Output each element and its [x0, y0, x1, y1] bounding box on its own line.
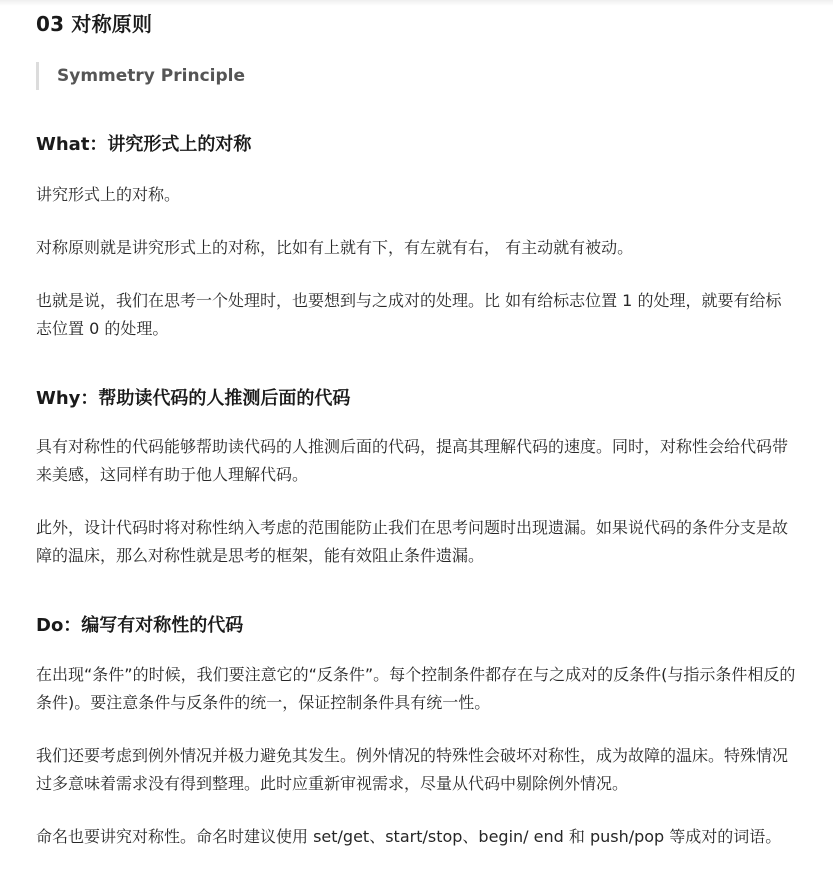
do-paragraph-2: 我们还要考虑到例外情况并极力避免其发生。例外情况的特殊性会破坏对称性，成为故障的温床。特殊情况过多意味着需求没有得到整理。此时应重新审视需求，尽量从代码中剔除例外情况。 [36, 746, 789, 793]
top-shadow [0, 0, 833, 6]
do-paragraph-3: 命名也要讲究对称性。命名时建议使用 set/get、start/stop、begin/ end 和 push/pop 等成对的词语。 [36, 827, 782, 846]
why-paragraph-2: 此外，设计代码时将对称性纳入考虑的范围能防止我们在思考问题时出现遗漏。如果说代码的条件分支是故障的温床，那么对称性就是思考的框架，能有效阻止条件遗漏。 [36, 518, 789, 565]
subtitle-quote-text: Symmetry Principle [57, 66, 245, 86]
page-title: 03 对称原则 [36, 12, 153, 36]
section-heading-why: Why：帮助读代码的人推测后面的代码 [36, 388, 351, 409]
what-paragraph-3: 也就是说，我们在思考一个处理时，也要想到与之成对的处理。比 如有给标志位置 1 的处理，就要有给标志位置 0 的处理。 [36, 291, 782, 338]
subtitle-blockquote [36, 62, 245, 90]
what-paragraph-2: 对称原则就是讲究形式上的对称，比如有上就有下，有左就有右， 有主动就有被动。 [36, 238, 634, 257]
section-heading-what: What：讲究形式上的对称 [36, 134, 252, 155]
why-paragraph-1: 具有对称性的代码能够帮助读代码的人推测后面的代码，提高其理解代码的速度。同时，对称性会给代码带来美感，这同样有助于他人理解代码。 [36, 437, 789, 484]
section-heading-do: Do：编写有对称性的代码 [36, 615, 244, 636]
do-paragraph-1: 在出现“条件”的时候，我们要注意它的“反条件”。每个控制条件都存在与之成对的反条件(与指示条件相反的条件)。要注意条件与反条件的统一，保证控制条件具有统一性。 [36, 665, 796, 712]
what-paragraph-1: 讲究形式上的对称。 [36, 185, 181, 204]
